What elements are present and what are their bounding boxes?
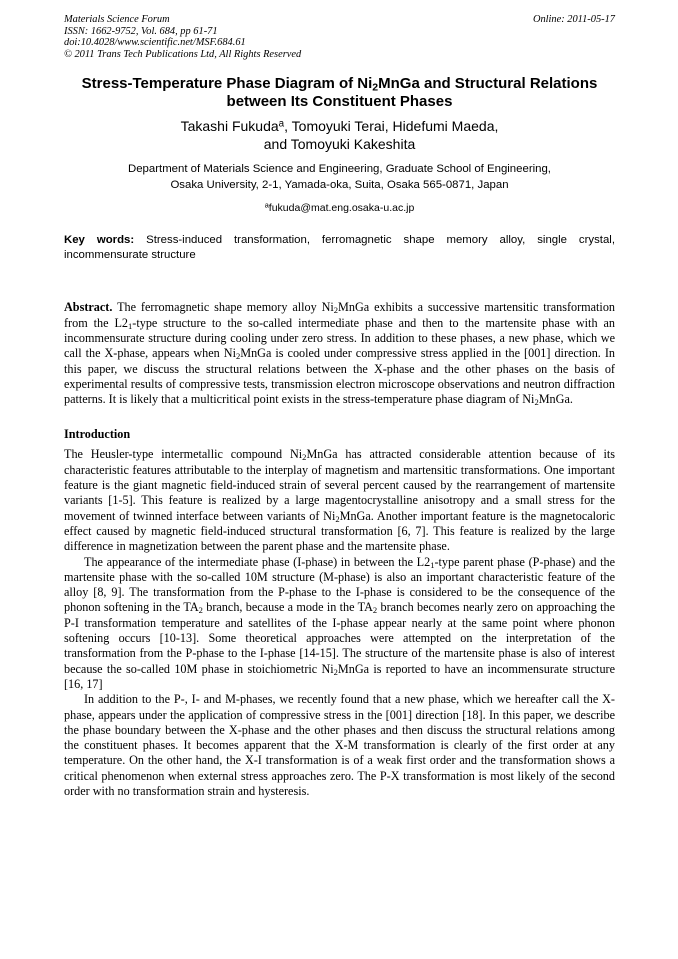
paper-page [64,14,615,799]
doi-line[interactable]: doi:10.4028/www.scientific.net/MSF.684.61 [64,37,246,49]
keywords [64,233,615,262]
keywords-text: Stress-induced transformation, ferromagnetic shape memory alloy, single crystal, incommensurate structure [64,234,615,261]
intro-paragraph-1: The Heusler-type intermetallic compound $Ni_2MnGa$ has attracted considerable attention because of its characteristic features attributable to the interplay of magnetism and martensitic transformations. One important feature is the giant magnetic field-induced strain of several percent caused by the rearrangement of martensite variants [1-5]. This feature is realized by a large magentocrystalline anisotropy and a small stress for the movement of twinned interface between variants of $Ni_2MnGa$. Another important feature is the magnetocaloric effect caused by magnetic field-induced structural transformation [6, 7]. This feature is realized by the large difference in magnetization between the parent phase and the martensite phase. [64,447,615,554]
contact-email[interactable]: $^a$fukuda@mat.eng.osaka-u.ac.jp [264,201,415,215]
introduction-heading: Introduction [64,427,131,442]
abstract-label: Abstract. [64,300,113,315]
journal-header [64,14,615,60]
intro-paragraph-3: In addition to the P-, I- and M-phases, we recently found that a new phase, which we hereafter call the X-phase, appears under the application of compressive stress in the [001] direction [18]. In this paper, we describe the phase boundary between the X-phase and the other phases and then discuss the structural relations among the constituent phases. It becomes apparent that the X-M transformation is clearly of the first order at any temperature. On the other hand, the X-I transformation is of a weak first order and the transformation shows a critical phenomenon when external stress approaches zero. The P-X transformation is most likely of the second order with no transformation strain and hysteresis. [64,692,615,798]
online-date: Online: 2011-05-17 [532,14,615,25]
author-list: Takashi Fukuda$^a$, Tomoyuki Terai, Hidefumi Maeda, and Tomoyuki Kakeshita [180,118,499,153]
copyright-line: © 2011 Trans Tech Publications Ltd, All Rights Reserved [64,48,302,60]
issn-line: ISSN: 1662-9752, Vol. 684, pp 61-71 [64,25,218,37]
intro-paragraph-2: The appearance of the intermediate phase (I-phase) in between the $L2_1$-type parent phase (P-phase) and the martensite phase with the so-called 10M structure (M-phase) is also an important characteristic feature of the alloy [8, 9]. The transformation from the P-phase to the I-phase is considered to be the consequence of the phonon softening in the $TA_2$ branch, because a mode in the $TA_2$ branch becomes nearly zero on approaching the P-I transformation temperature and satellites of the I-phase appear nearly at the same point where phonon softening occurs [10-13]. Some theoretical approaches were attempted on the interpretation of the transformation from the P-phase to the I-phase [14-15]. The structure of the martensite phase is also of interest because the so-called 10M phase in stoichiometric $Ni_2MnGa$ is reported to have an incommensurate structure [16, 17] [64,554,616,691]
affiliation: Department of Materials Science and Engineering, Graduate School of Engineering, Osaka University, 2-1, Yamada-oka, Suita, Osaka 565-0871, Japan [128,163,551,192]
journal-name: Materials Science Forum [64,14,170,25]
keywords-label: Key words: [64,234,135,247]
paper-title: Stress-Temperature Phase Diagram of $Ni_2MnGa$ and Structural Relations between Its Constituent Phases [81,75,598,111]
abstract: Abstract. The ferromagnetic shape memory alloy $Ni_2MnGa$ exhibits a successive martensitic transformation from the $L2_1$-type structure to the so-called intermediate phase and then to the martensite phase with an incommensurate structure during cooling under zero stress. In addition to these phases, a new phase, which we call the X-phase, appears when $Ni_2MnGa$ is cooled under compressive stress applied in the [001] direction. In this paper, we discuss the structural relations between the X-phase and the other phases on the basis of experimental results of compressive tests, transmission electron microscope observations and neutron diffraction patterns. It is likely that a multicritical point exists in the stress-temperature phase diagram of $Ni_2MnGa$. [64,300,616,408]
